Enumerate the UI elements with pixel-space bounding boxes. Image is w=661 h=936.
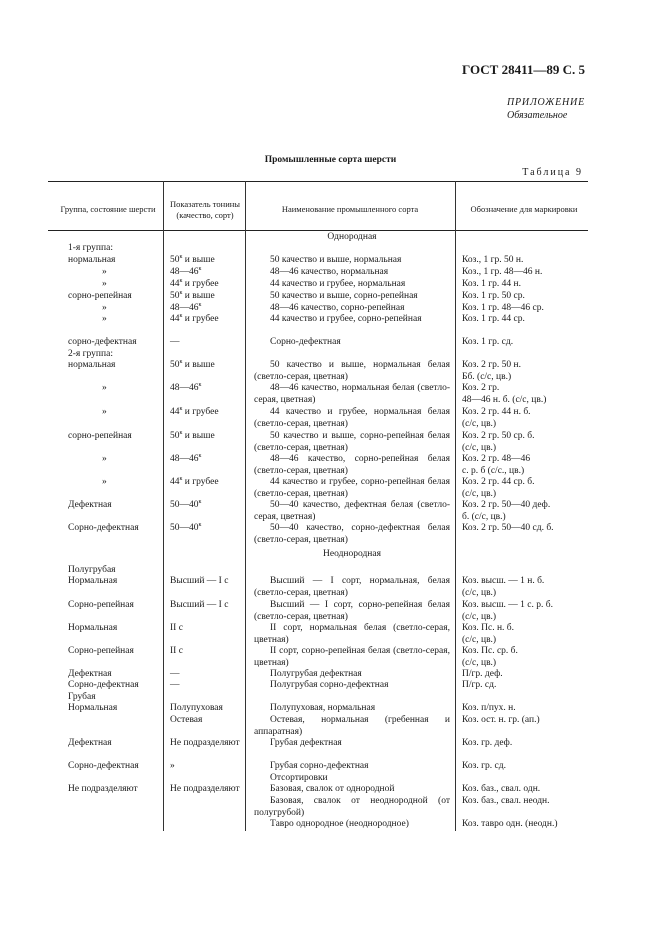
cell-fineness: Не подразделяют xyxy=(170,738,240,748)
cell-group: сорно-репейная xyxy=(68,431,132,441)
cell-grade-name: II сорт, нормальная белая (светло-серая, цветная) xyxy=(254,623,450,645)
cell-grade-name: Остевая, нормальная (гребенная и аппаратная) xyxy=(254,715,450,737)
cell-grade-name: Высший — I сорт, нормальная, белая (светло-серая, цветная) xyxy=(254,576,450,598)
col-header-group: Группа, состояние шерсти xyxy=(60,204,156,215)
cell-grade-name: 50—40 качество, дефектная белая (светло-серая, цветная) xyxy=(254,500,450,522)
cell-grade-name: Полупуховая, нормальная xyxy=(270,703,376,713)
cell-marking: Коз. Пс. ср. б. (с/с, цв.) xyxy=(462,646,518,668)
cell-grade-name: 48—46 качество, сорно-репейная белая (светло-серая, цветная) xyxy=(254,454,450,476)
cell-group: Грубая xyxy=(68,692,96,702)
cell-grade-name: 50 качество и выше, сорно-репейная белая (светло-серая, цветная) xyxy=(254,431,450,453)
cell-grade-name: Грубая дефектная xyxy=(270,738,342,748)
cell-marking: Коз. ост. н. гр. (ап.) xyxy=(462,715,540,725)
cell-marking: П/гр. деф. xyxy=(462,669,503,679)
cell-group: » xyxy=(102,383,107,393)
cell-group: Нормальная xyxy=(68,623,118,633)
cell-fineness: Полупуховая Остевая xyxy=(170,703,223,725)
cell-grade-name: Сорно-дефектная xyxy=(270,337,341,347)
cell-fineness: Высший — I с xyxy=(170,600,229,610)
cell-grade-name: 48—46 качество, нормальная белая (светло-серая, цветная) xyxy=(254,383,450,405)
cell-marking: Коз. 2 гр. 44 ср. б. (с/с, цв.) xyxy=(462,477,535,499)
cell-fineness: $44^к$ и грубее xyxy=(170,278,219,289)
cell-marking: Коз. 1 гр. сд. xyxy=(462,337,514,347)
appendix-block xyxy=(507,96,585,122)
table-title: Промышленные сорта шерсти xyxy=(264,155,397,165)
cell-marking: Коз. 1 гр. 44 ср. xyxy=(462,314,525,324)
cell-group: Сорно-репейная xyxy=(68,646,134,656)
cell-group: Сорно-репейная xyxy=(68,600,134,610)
cell-group: Сорно-дефектная xyxy=(68,680,139,690)
cell-marking: Коз. 2 гр. 48—46 н. б. (с/с, цв.) xyxy=(462,383,547,405)
cell-marking: Коз. 2 гр. 50—40 сд. б. xyxy=(462,523,554,533)
cell-fineness: $50—40^к$ xyxy=(170,499,202,510)
cell-marking: Коз. 1 гр. 48—46 ср. xyxy=(462,303,544,313)
cell-fineness: II с xyxy=(170,646,183,656)
cell-group: Нормальная xyxy=(68,576,118,586)
cell-fineness: $50^к$ и выше xyxy=(170,359,215,370)
cell-grade-name: Отсортировки xyxy=(270,773,328,783)
cell-fineness: — xyxy=(170,680,180,690)
cell-group: » xyxy=(102,407,107,417)
col-header-marking: Обозначение для маркировки xyxy=(470,204,578,215)
cell-group: » xyxy=(102,477,107,487)
cell-group: Нормальная xyxy=(68,703,118,713)
cell-grade-name: 50 качество и выше, нормальная белая (светло-серая, цветная) xyxy=(254,360,450,382)
cell-grade-name: Базовая, свалок от однородной xyxy=(270,784,395,794)
appendix-status: Обязательное xyxy=(507,110,568,121)
section-homogeneous: Однородная xyxy=(327,232,377,242)
cell-fineness: — xyxy=(170,337,180,347)
cell-grade-name: 50 качество и выше, нормальная xyxy=(270,255,402,265)
cell-fineness: $48—46^к$ xyxy=(170,453,202,464)
cell-marking: Коз., 1 гр. 50 н. xyxy=(462,255,524,265)
cell-group: » xyxy=(102,279,107,289)
cell-marking: Коз. 1 гр. 50 ср. xyxy=(462,291,525,301)
cell-group: » xyxy=(102,303,107,313)
cell-marking: Коз. 2 гр. 50 н. Бб. (с/с, цв.) xyxy=(462,360,521,382)
table-top-rule xyxy=(48,181,588,182)
cell-marking: Коз. 2 гр. 50 ср. б. (с/с, цв.) xyxy=(462,431,535,453)
cell-group: Дефектная xyxy=(68,738,112,748)
cell-group: нормальная xyxy=(68,360,116,370)
cell-grade-name: Высший — I сорт, сорно-репейная белая (светло-серая, цветная) xyxy=(254,600,450,622)
col-divider-3 xyxy=(455,181,456,831)
cell-marking: Коз. баз., свал. неодн. xyxy=(462,796,550,806)
cell-fineness: $44^к$ и грубее xyxy=(170,313,219,324)
cell-grade-name: 44 качество и грубее, сорно-репейная xyxy=(270,314,422,324)
cell-fineness: $50^к$ и выше xyxy=(170,430,215,441)
cell-fineness: $44^к$ и грубее xyxy=(170,476,219,487)
cell-marking: Коз. высш. — 1 н. б. (с/с, цв.) xyxy=(462,576,545,598)
cell-fineness: Не подразделяют xyxy=(170,784,240,794)
cell-grade-name: Базовая, свалок от неоднородной (от полугрубой) xyxy=(254,796,450,818)
cell-marking: Коз. гр. деф. xyxy=(462,738,513,748)
table-number: Таблица 9 xyxy=(522,167,583,178)
cell-grade-name: 44 качество и грубее, нормальная xyxy=(270,279,406,289)
appendix-label: ПРИЛОЖЕНИЕ xyxy=(507,97,585,108)
cell-fineness: $44^к$ и грубее xyxy=(170,406,219,417)
cell-grade-name: 50 качество и выше, сорно-репейная xyxy=(270,291,418,301)
cell-fineness: $48—46^к$ xyxy=(170,302,202,313)
cell-grade-name: Грубая сорно-дефектная xyxy=(270,761,369,771)
cell-group: » xyxy=(102,454,107,464)
cell-fineness: — xyxy=(170,669,180,679)
cell-fineness: $50^к$ и выше xyxy=(170,290,215,301)
cell-grade-name: 44 качество и грубее, нормальная белая (светло-серая, цветная) xyxy=(254,407,450,429)
cell-group: » xyxy=(102,314,107,324)
cell-grade-name: Полугрубая дефектная xyxy=(270,669,362,679)
cell-fineness: Высший — I с xyxy=(170,576,229,586)
cell-grade-name: II сорт, сорно-репейная белая (светло-серая, цветная) xyxy=(254,646,450,668)
cell-group: Сорно-дефектная xyxy=(68,523,139,533)
cell-marking: Коз. 2 гр. 48—46 с. р. б (с/с., цв.) xyxy=(462,454,531,476)
cell-grade-name: 48—46 качество, нормальная xyxy=(270,267,389,277)
cell-group: сорно-дефектная xyxy=(68,337,137,347)
cell-fineness: $50^к$ и выше xyxy=(170,254,215,265)
cell-marking: Коз. гр. сд. xyxy=(462,761,506,771)
cell-group: 2-я группа: xyxy=(68,349,113,359)
cell-grade-name: 44 качество и грубее, сорно-репейная белая (светло-серая, цветная) xyxy=(254,477,450,499)
cell-grade-name: 50—40 качество, сорно-дефектная белая (светло-серая, цветная) xyxy=(254,523,450,545)
cell-grade-name: Полугрубая сорно-дефектная xyxy=(270,680,389,690)
cell-group: Полугрубая xyxy=(68,565,116,575)
cell-fineness: $48—46^к$ xyxy=(170,382,202,393)
document-header: ГОСТ 28411—89 С. 5 xyxy=(462,62,585,77)
cell-fineness: $48—46^к$ xyxy=(170,266,202,277)
cell-marking: Коз. тавро одн. (неодн.) xyxy=(462,819,558,829)
cell-group: Сорно-дефектная xyxy=(68,761,139,771)
cell-marking: Коз., 1 гр. 48—46 н. xyxy=(462,267,543,277)
cell-group: Дефектная xyxy=(68,669,112,679)
cell-group: » xyxy=(102,267,107,277)
cell-marking: Коз. 2 гр. 50—40 деф. б. (с/с, цв.) xyxy=(462,500,551,522)
col-header-grade-name: Наименование промышленного сорта xyxy=(281,204,419,215)
cell-grade-name: Тавро однородное (неоднородное) xyxy=(270,819,409,829)
cell-marking: Коз. 2 гр. 44 н. б. (с/с, цв.) xyxy=(462,407,531,429)
cell-group: Дефектная xyxy=(68,500,112,510)
cell-group: сорно-репейная xyxy=(68,291,132,301)
col-header-fineness: Показатель тонины (качество, сорт) xyxy=(169,199,240,220)
cell-marking: Коз. Пс. н. б. (с/с, цв.) xyxy=(462,623,514,645)
cell-group: 1-я группа: xyxy=(68,243,113,253)
cell-marking: Коз. высш. — 1 с. р. б. (с/с, цв.) xyxy=(462,600,553,622)
cell-marking: Коз. 1 гр. 44 н. xyxy=(462,279,521,289)
cell-fineness: » xyxy=(170,761,175,771)
cell-fineness: $50—40^к$ xyxy=(170,522,202,533)
cell-grade-name: 48—46 качество, сорно-репейная xyxy=(270,303,405,313)
cell-marking: Коз. баз., свал. одн. xyxy=(462,784,541,794)
cell-fineness: II с xyxy=(170,623,183,633)
cell-marking: Коз. п/пух. н. xyxy=(462,703,516,713)
cell-marking: П/гр. сд. xyxy=(462,680,497,690)
section-heterogeneous: Неоднородная xyxy=(323,549,381,559)
cell-group: нормальная xyxy=(68,255,116,265)
cell-group: Не подразделяют xyxy=(68,784,138,794)
